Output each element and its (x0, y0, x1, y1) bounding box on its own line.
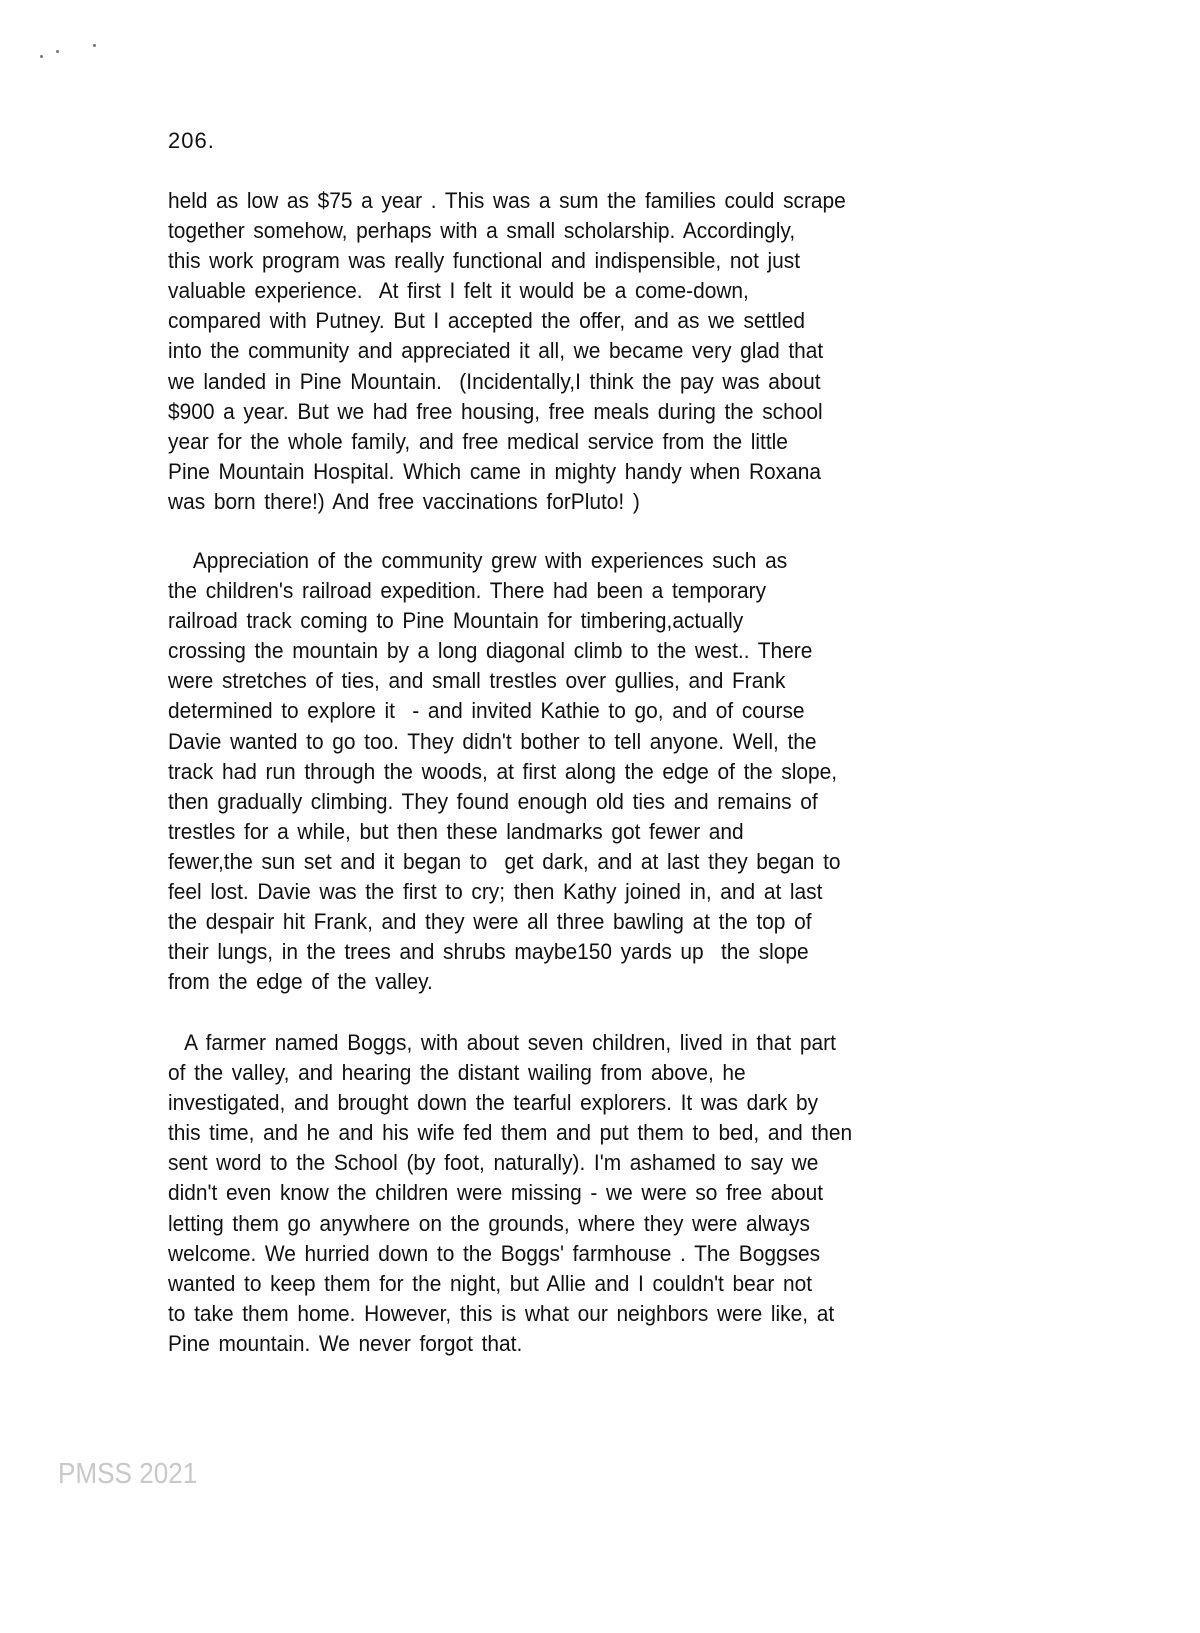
text-line: this time, and he and his wife fed them and put them to bed, and then (168, 1120, 853, 1146)
text-line: their lungs, in the trees and shrubs maybe150 yards up the slope (168, 939, 809, 965)
text-line: valuable experience. At first I felt it would be a come-down, (168, 278, 749, 304)
text-line: sent word to the School (by foot, naturally). I'm ashamed to say we (168, 1150, 819, 1176)
text-line: Appreciation of the community grew with experiences such as (168, 548, 788, 573)
text-line: the despair hit Frank, and they were all three bawling at the top of (168, 909, 812, 935)
text-line: we landed in Pine Mountain. (Incidentally,I think the pay was about (168, 368, 821, 394)
text-line: welcome. We hurried down to the Boggs' farmhouse . The Boggses (168, 1240, 821, 1266)
text-line: Pine Mountain Hospital. Which came in mighty handy when Roxana (168, 458, 821, 484)
scan-speck (40, 55, 43, 58)
text-line: trestles for a while, but then these landmarks got fewer and (168, 818, 744, 844)
text-line: then gradually climbing. They found enough old ties and remains of (168, 788, 818, 814)
text-line: Pine mountain. We never forgot that. (168, 1330, 523, 1356)
scan-speck (93, 44, 96, 47)
text-line: into the community and appreciated it all, we became very glad that (168, 338, 824, 364)
paragraph-1 (168, 186, 1068, 517)
text-line: held as low as $75 a year . This was a sum the families could scrape (168, 188, 846, 213)
text-line: compared with Putney. But I accepted the offer, and as we settled (168, 308, 806, 334)
text-line: railroad track coming to Pine Mountain for timbering,actually (168, 608, 744, 634)
text-line: together somehow, perhaps with a small scholarship. Accordingly, (168, 218, 796, 244)
text-line: were stretches of ties, and small trestles over gullies, and Frank (168, 668, 786, 694)
page-number: 206. (168, 128, 215, 153)
text-line: letting them go anywhere on the grounds, where they were always (168, 1210, 810, 1236)
text-line: was born there!) And free vaccinations forPluto! ) (168, 488, 640, 514)
text-line: A farmer named Boggs, with about seven children, lived in that part (168, 1030, 836, 1055)
text-line: the children's railroad expedition. There had been a temporary (168, 578, 767, 604)
text-line: to take them home. However, this is what our neighbors were like, at (168, 1300, 835, 1326)
scan-speck (56, 50, 59, 53)
text-line: determined to explore it - and invited Kathie to go, and of course (168, 698, 805, 724)
text-line: Davie wanted to go too. They didn't bother to tell anyone. Well, the (168, 728, 817, 754)
text-line: from the edge of the valley. (168, 969, 433, 995)
text-line: feel lost. Davie was the first to cry; then Kathy joined in, and at last (168, 879, 823, 905)
text-line: year for the whole family, and free medical service from the little (168, 428, 788, 454)
text-line: fewer,the sun set and it began to get dark, and at last they began to (168, 848, 841, 874)
text-line: this work program was really functional and indispensible, not just (168, 248, 801, 274)
text-line: crossing the mountain by a long diagonal climb to the west.. There (168, 638, 813, 664)
text-line: didn't even know the children were missing - we were so free about (168, 1180, 824, 1206)
text-line: track had run through the woods, at first along the edge of the slope, (168, 758, 838, 784)
archive-watermark: PMSS 2021 (58, 1458, 198, 1490)
text-line: investigated, and brought down the tearful explorers. It was dark by (168, 1090, 819, 1116)
text-line: of the valley, and hearing the distant wailing from above, he (168, 1060, 746, 1086)
paragraph-2 (168, 546, 1068, 997)
text-line: $900 a year. But we had free housing, free meals during the school (168, 398, 823, 424)
paragraph-3 (168, 1028, 1068, 1359)
text-line: wanted to keep them for the night, but Allie and I couldn't bear not (168, 1270, 813, 1296)
